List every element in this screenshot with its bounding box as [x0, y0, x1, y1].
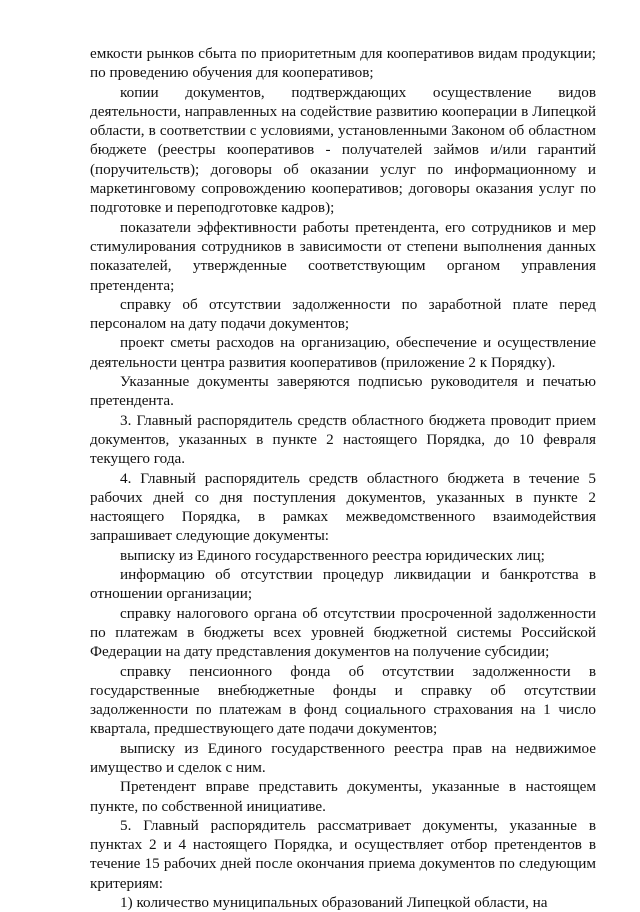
- paragraph-legal-entities-extract: выписку из Единого государственного реестра юридических лиц;: [120, 546, 545, 564]
- paragraph-salary-debt-certificate: справку об отсутствии задолженности по заработной плате перед персоналом на дату подачи документов;: [90, 295, 596, 333]
- paragraph-market-capacity: емкости рынков сбыта по приоритетным для кооперативов видам продукции; по проведению обучения для кооперативов;: [90, 45, 596, 82]
- paragraph-cost-estimate: проект сметы расходов на организацию, обеспечение и осуществление деятельности центра развития кооперативов (приложение 2 к Порядку).: [90, 334, 596, 371]
- paragraph-item-5: 5. Главный распорядитель рассматривает документы, указанные в пунктах 2 и 4 настоящего Порядка, и осуществляет отбор претендентов в течение 15 рабочих дней после окончания приема документов по следующим критериям:: [90, 816, 596, 892]
- paragraph-property-rights-extract: выписку из Единого государственного реестра прав на недвижимое имущество и сделок с ним.: [90, 739, 596, 776]
- paragraph-own-initiative: Претендент вправе представить документы, указанные в настоящем пункте, по собственной инициативе.: [90, 778, 596, 815]
- paragraph-item-4: 4. Главный распорядитель средств областного бюджета в течение 5 рабочих дней со дня поступления документов, указанных в пункте 2 настоящего Порядка, в рамках межведомственного взаимодействия запрашивает следующие документы:: [90, 469, 596, 545]
- document-body: [90, 44, 596, 912]
- paragraph-liquidation-info: информацию об отсутствии процедур ликвидации и банкротства в отношении организации;: [90, 566, 596, 603]
- paragraph-criterion-1: 1) количество муниципальных образований Липецкой области, на: [120, 894, 548, 912]
- paragraph-document-copies: копии документов, подтверждающих осуществление видов деятельности, направленных на содействие развитию кооперации в Липецкой области, в соответствии с условиями, установленными Законом об областном бюджете (реестры кооперативов - получателей займов и/или гарантий (поручительств); договоры об оказании услуг по информационному и маркетинговому сопровождению кооперативов; договоры оказания услуг по подготовке и переподготовке кадров);: [90, 83, 596, 217]
- paragraph-item-3: 3. Главный распорядитель средств областного бюджета проводит прием документов, указанных в пункте 2 настоящего Порядка, до 10 февраля текущего года.: [90, 411, 596, 468]
- paragraph-pension-fund-certificate: справку пенсионного фонда об отсутствии задолженности в государственные внебюджетные фонды и справку об отсутствии задолженности по платежам в фонд социального страхования на 1 число квартала, предшествующего дате подачи документов;: [90, 662, 596, 738]
- paragraph-certification: Указанные документы заверяются подписью руководителя и печатью претендента.: [90, 373, 596, 410]
- paragraph-tax-certificate: справку налогового органа об отсутствии просроченной задолженности по платежам в бюджеты всех уровней бюджетной системы Российской Федерации на дату представления документов на получение субсидии;: [90, 604, 596, 661]
- paragraph-efficiency-indicators: показатели эффективности работы претендента, его сотрудников и мер стимулирования сотрудников в зависимости от степени выполнения данных показателей, утвержденные соответствующим органом управления претендента;: [90, 218, 596, 294]
